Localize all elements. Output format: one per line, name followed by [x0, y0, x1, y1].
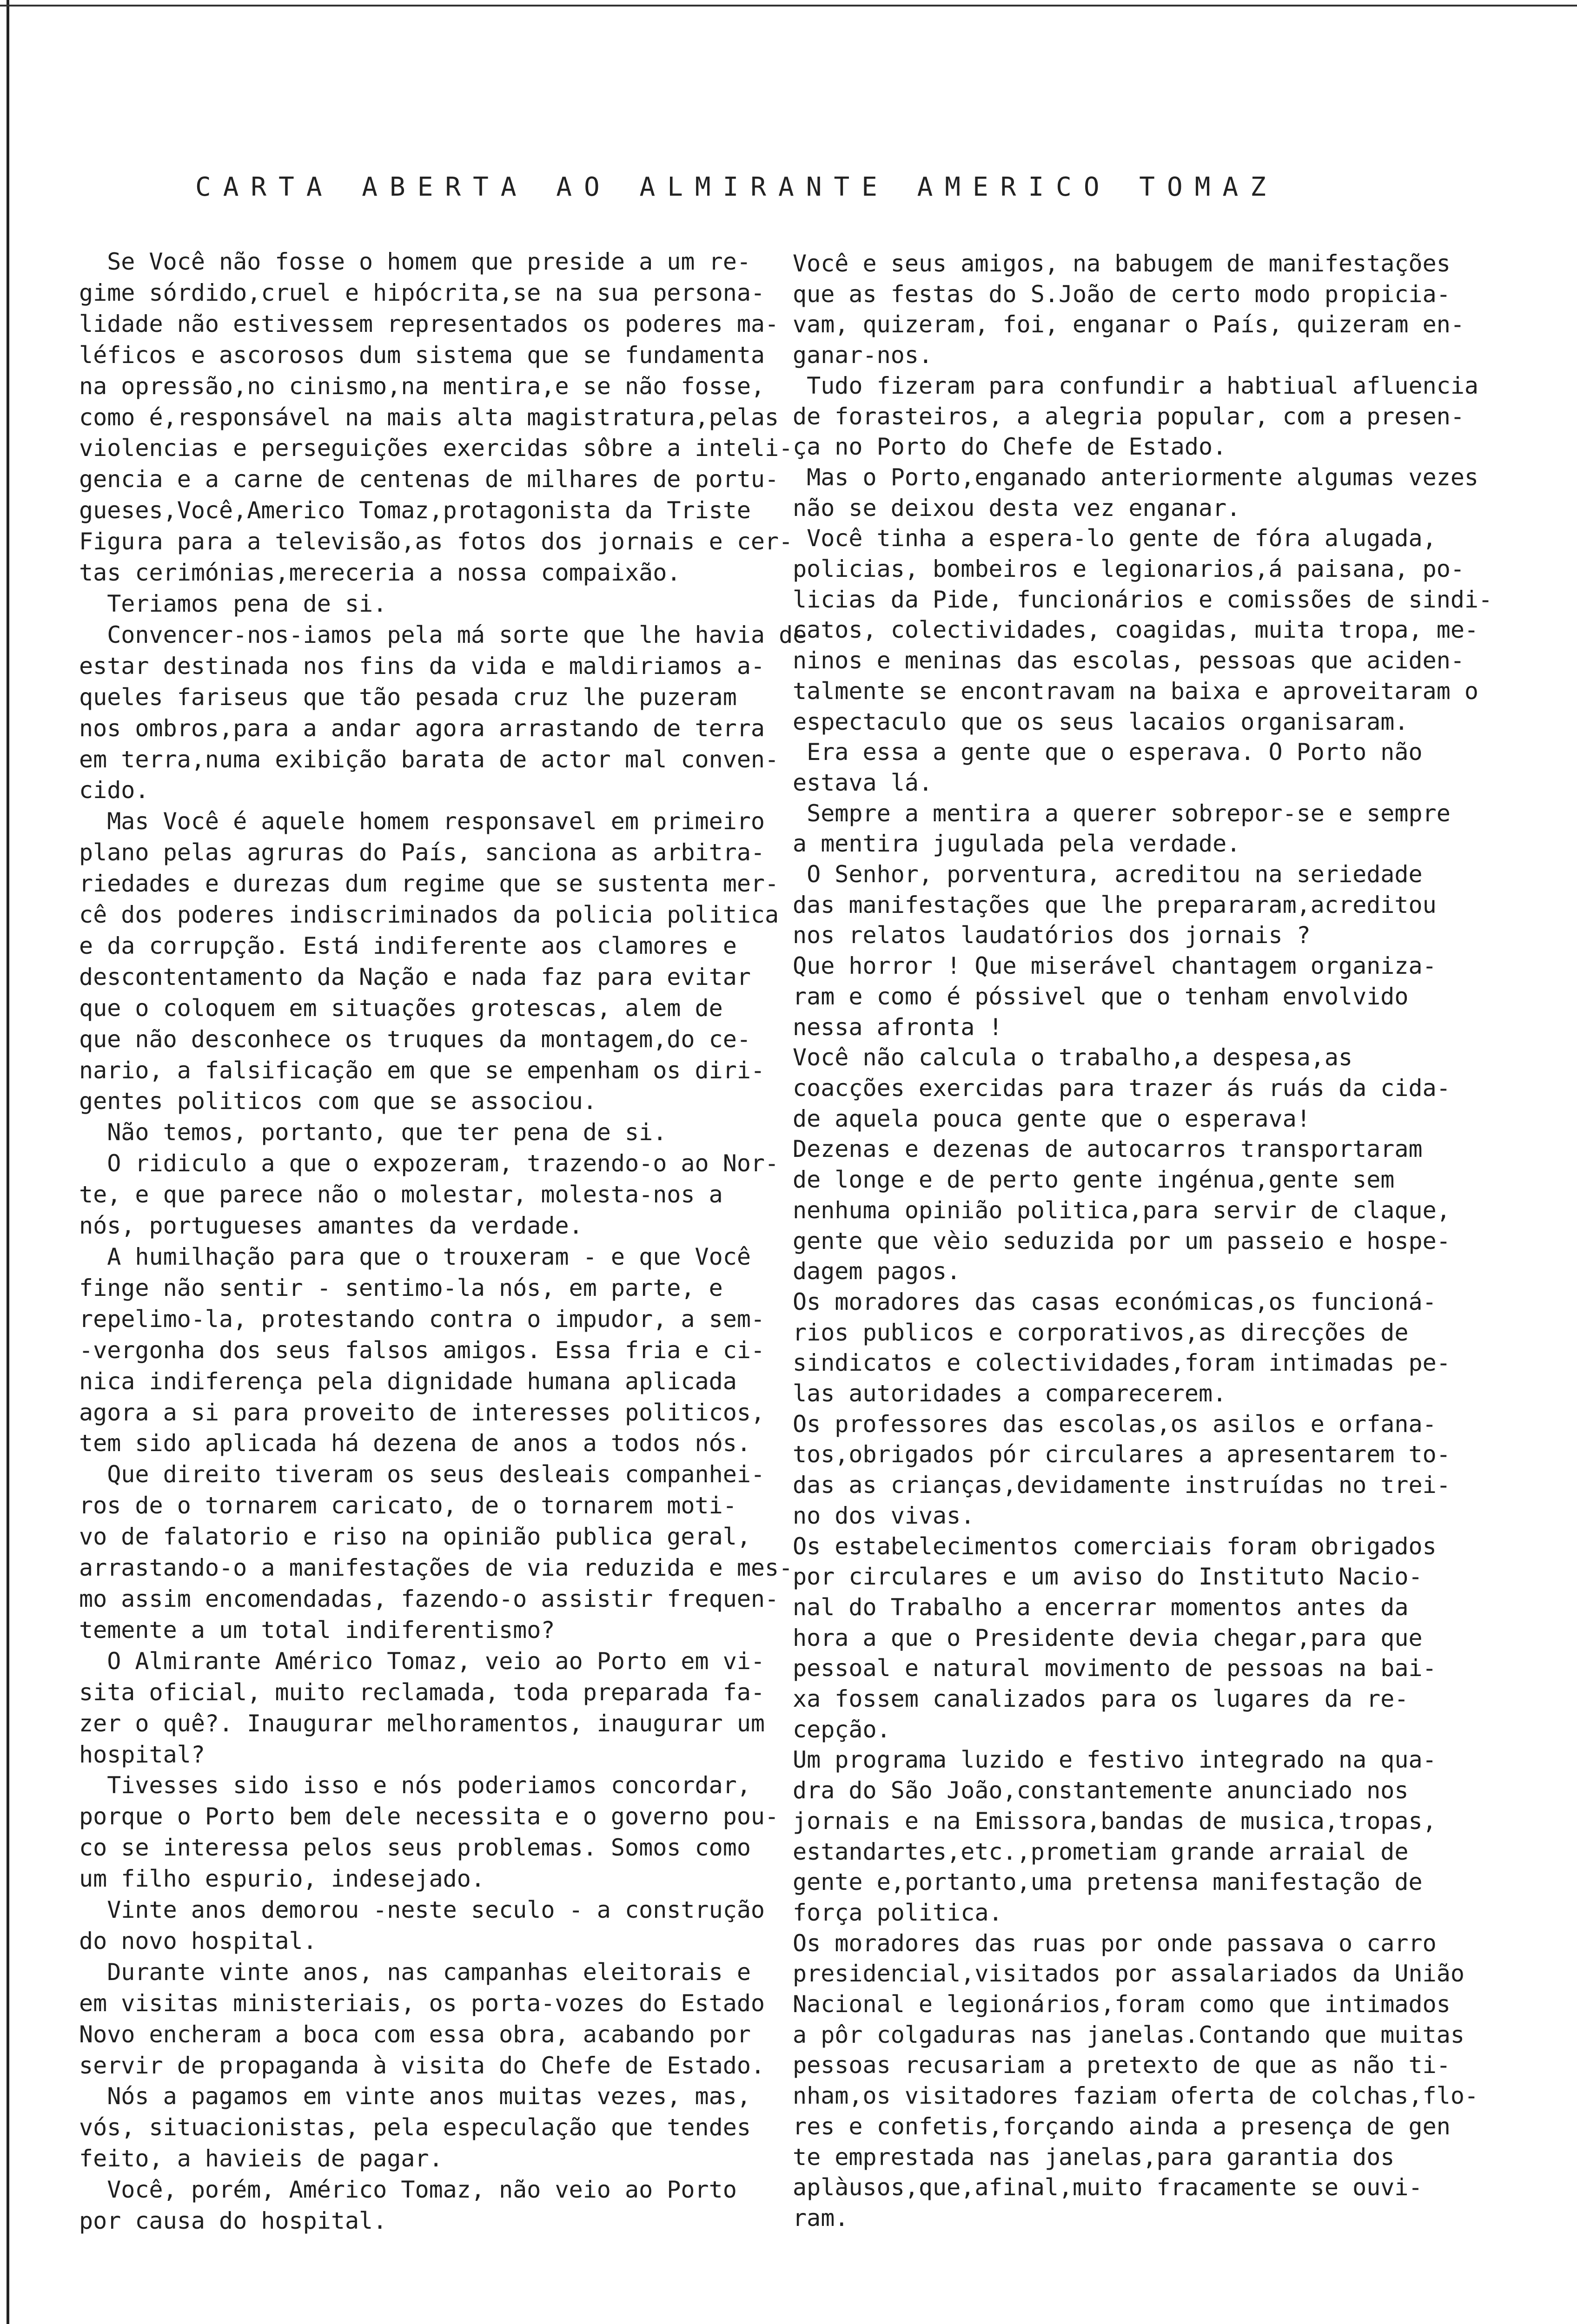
left-column-line: que o coloquem em situações grotescas, alem de [79, 994, 723, 1022]
right-column-line: não se deixou desta vez enganar. [793, 494, 1241, 522]
right-column-line: catos, colectividades, coagidas, muita tropa, me- [793, 616, 1479, 644]
scan-edge-left [7, 0, 9, 2324]
left-column-line: Vinte anos demorou -neste seculo - a construção [79, 1896, 765, 1924]
right-column-line: nenhuma opinião politica,para servir de claque, [793, 1196, 1451, 1224]
right-column-line: pessoas recusariam a pretexto de que as não ti- [793, 2052, 1451, 2079]
right-column-line: das as crianças,devidamente instruídas no trei- [793, 1472, 1451, 1499]
left-column-line: temente a um total indiferentismo? [79, 1616, 555, 1644]
right-column-line: estandartes,etc.,prometiam grande arraial de [793, 1838, 1409, 1865]
right-column-line: talmente se encontravam na baixa e aproveitaram o [793, 677, 1479, 705]
right-column-line: Os estabelecimentos comerciais foram obrigados [793, 1532, 1437, 1560]
left-column-line: zer o quê?. Inaugurar melhoramentos, inaugurar um [79, 1710, 765, 1737]
left-column-line: tas cerimónias,mereceria a nossa compaixão. [79, 559, 681, 587]
right-column-line: xa fossem canalizados para os lugares da re- [793, 1685, 1409, 1713]
left-column-line: gime sórdido,cruel e hipócrita,se na sua persona- [79, 279, 765, 306]
right-column-line: ça no Porto do Chefe de Estado. [793, 433, 1227, 461]
left-column-line: por causa do hospital. [79, 2207, 387, 2235]
right-column-line: Era essa a gente que o esperava. O Porto não [793, 739, 1423, 766]
left-column-line: vo de falatorio e riso na opinião publica geral, [79, 1523, 751, 1551]
left-column-line: e da corrupção. Está indiferente aos clamores e [79, 932, 737, 959]
right-column-line: ram. [793, 2205, 849, 2232]
right-column-line: Você não calcula o trabalho,a despesa,as [793, 1044, 1353, 1071]
left-column-line: como é,responsável na mais alta magistratura,pelas [79, 403, 779, 431]
right-column-line: ram e como é póssivel que o tenham envolvido [793, 983, 1409, 1010]
right-column-line: cepção. [793, 1716, 891, 1743]
left-column-line: nica indiferença pela dignidade humana aplicada [79, 1367, 737, 1395]
letter-title: CARTA ABERTA AO ALMIRANTE AMERICO TOMAZ [195, 172, 1278, 202]
right-column-line: res e confetis,forçando ainda a presença de gen [793, 2113, 1451, 2140]
right-column-line: por circulares e um aviso do Instituto Nacio- [793, 1563, 1423, 1591]
right-column-line: no dos vivas. [793, 1502, 975, 1529]
right-column-line: Os moradores das casas económicas,os funcioná- [793, 1288, 1437, 1315]
right-column-line: a mentira jugulada pela verdade. [793, 830, 1241, 858]
right-column-line: estava lá. [793, 769, 933, 796]
right-column-line: coacções exercidas para trazer ás ruás da cida- [793, 1074, 1451, 1102]
left-column-line: Que direito tiveram os seus desleais companhei- [79, 1461, 765, 1488]
left-column-line: -vergonha dos seus falsos amigos. Essa fria e ci- [79, 1336, 765, 1364]
left-column-line: hospital? [79, 1741, 205, 1768]
left-column-line: Se Você não fosse o homem que preside a um re- [79, 248, 751, 275]
right-column-line: Os professores das escolas,os asilos e orfana- [793, 1410, 1437, 1438]
left-column-line: agora a si para proveito de interesses politicos, [79, 1399, 765, 1426]
right-column-line: Os moradores das ruas por onde passava o carro [793, 1929, 1437, 1957]
right-column-line: de aquela pouca gente que o esperava! [793, 1105, 1311, 1132]
right-column-line: Tudo fizeram para confundir a habtiual afluencia [793, 372, 1479, 399]
right-column [793, 249, 1523, 2234]
right-column-line: Mas o Porto,enganado anteriormente algumas vezes [793, 463, 1479, 491]
left-column-line: que não desconhece os truques da montagem,do ce- [79, 1025, 751, 1053]
left-column-line: Tivesses sido isso e nós poderiamos concordar, [79, 1772, 751, 1799]
right-column-line: Sempre a mentira a querer sobrepor-se e sempre [793, 799, 1451, 827]
right-column-line: te emprestada nas janelas,para garantia dos [793, 2143, 1395, 2171]
right-column-line: espectaculo que os seus lacaios organisaram. [793, 708, 1409, 735]
left-column-line: O Almirante Américo Tomaz, veio ao Porto em vi- [79, 1647, 765, 1675]
left-column-line: sita oficial, muito reclamada, toda preparada fa- [79, 1678, 765, 1706]
left-column-line: nos ombros,para a andar agora arrastando de terra [79, 714, 765, 742]
left-column-line: léficos e ascorosos dum sistema que se fundamenta [79, 341, 765, 369]
left-column-line: O ridiculo a que o expozeram, trazendo-o ao Nor- [79, 1150, 779, 1177]
right-column-line: nal do Trabalho a encerrar momentos antes da [793, 1593, 1409, 1621]
left-column-line: repelimo-la, protestando contra o impudor, a sem- [79, 1305, 765, 1333]
right-column-line: nessa afronta ! [793, 1013, 1003, 1041]
left-column-line: tem sido aplicada há dezena de anos a todos nós. [79, 1430, 751, 1457]
right-column-line: que as festas do S.João de certo modo propicia- [793, 280, 1451, 308]
left-column-line: Não temos, portanto, que ter pena de si. [79, 1119, 667, 1146]
right-column-line: Você e seus amigos, na babugem de manifestações [793, 250, 1451, 277]
left-column-line: em terra,numa exibição barata de actor mal conven- [79, 746, 779, 773]
right-column-line: de longe e de perto gente ingénua,gente sem [793, 1166, 1395, 1194]
left-column-line: Você, porém, Américo Tomaz, não veio ao Porto [79, 2176, 737, 2204]
right-column-line: vam, quizeram, foi, enganar o País, quizeram en- [793, 311, 1464, 338]
left-column-line: Durante vinte anos, nas campanhas eleitorais e [79, 1958, 751, 1986]
right-column-line: dra do São João,constantemente anunciado nos [793, 1777, 1409, 1804]
right-column-line: hora a que o Presidente devia chegar,para que [793, 1624, 1423, 1651]
right-column-line: licias da Pide, funcionários e comissões de sindi- [793, 586, 1493, 613]
right-column-line: nham,os visitadores faziam oferta de colchas,flo- [793, 2082, 1479, 2110]
left-column-line: Nós a pagamos em vinte anos muitas vezes, mas, [79, 2083, 751, 2110]
left-column-line: ros de o tornarem caricato, de o tornarem moti- [79, 1492, 737, 1519]
left-column-line: feito, a havieis de pagar. [79, 2145, 443, 2172]
right-column-line: las autoridades a comparecerem. [793, 1380, 1227, 1407]
right-column-line: gente e,portanto,uma pretensa manifestação de [793, 1868, 1423, 1896]
right-column-line: Que horror ! Que miserável chantagem organiza- [793, 952, 1437, 980]
left-column-line: nós, portugueses amantes da verdade. [79, 1212, 583, 1240]
left-column-line: lidade não estivessem representados os poderes ma- [79, 310, 779, 337]
left-column-line: riedades e durezas dum regime que se sustenta mer- [79, 870, 779, 898]
right-column-line: de forasteiros, a alegria popular, com a presen- [793, 403, 1464, 430]
left-column-line: descontentamento da Nação e nada faz para evitar [79, 963, 751, 990]
right-column-line: gente que vèio seduzida por um passeio e hospe- [793, 1227, 1451, 1254]
right-column-line: Você tinha a espera-lo gente de fóra alugada, [793, 525, 1437, 552]
left-column-line: cido. [79, 777, 149, 804]
scan-edge-top [0, 5, 1577, 7]
right-column-line: Dezenas e dezenas de autocarros transportaram [793, 1136, 1423, 1163]
right-column-line: O Senhor, porventura, acreditou na seriedade [793, 861, 1423, 888]
right-column-line: dagem pagos. [793, 1258, 961, 1285]
right-column-line: ganar-nos. [793, 342, 933, 369]
left-column-line: mo assim encomendadas, fazendo-o assistir frequen- [79, 1585, 779, 1612]
left-column-line: servir de propaganda à visita do Chefe de Estado. [79, 2052, 765, 2079]
left-column-line: plano pelas agruras do País, sanciona as arbitra- [79, 839, 765, 866]
left-column-line: estar destinada nos fins da vida e maldiriamos a- [79, 652, 765, 680]
right-column-line: a pôr colgaduras nas janelas.Contando que muitas [793, 2021, 1464, 2048]
left-column-line: co se interessa pelos seus problemas. Somos como [79, 1834, 751, 1862]
left-column-line: Teriamos pena de si. [79, 590, 387, 617]
right-column-line: presidencial,visitados por assalariados da União [793, 1960, 1464, 1987]
right-column-line: ninos e meninas das escolas, pessoas que aciden- [793, 647, 1464, 674]
right-column-line: jornais e na Emissora,bandas de musica,tropas, [793, 1807, 1437, 1835]
left-column-line: violencias e perseguições exercidas sôbre a inteli- [79, 435, 793, 462]
right-column-line: das manifestações que lhe prepararam,acreditou [793, 891, 1437, 918]
left-column-line: arrastando-o a manifestações de via reduzida e mes- [79, 1554, 793, 1582]
left-column-line: porque o Porto bem dele necessita e o governo pou- [79, 1803, 779, 1830]
left-column-line: gencia e a carne de centenas de milhares de portu- [79, 466, 779, 493]
right-column-line: força politica. [793, 1899, 1003, 1926]
left-column-line: Figura para a televisão,as fotos dos jornais e cer- [79, 528, 793, 555]
left-column-line: te, e que parece não o molestar, molesta-nos a [79, 1181, 723, 1208]
right-column-line: rios publicos e corporativos,as direcções de [793, 1319, 1409, 1346]
left-column-line: do novo hospital. [79, 1927, 317, 1954]
right-column-line: policias, bombeiros e legionarios,á paisana, po- [793, 555, 1464, 583]
left-column-line: vós, situacionistas, pela especulação que tendes [79, 2114, 751, 2141]
left-column [79, 246, 807, 2237]
left-column-line: gueses,Você,Americo Tomaz,protagonista da Triste [79, 497, 751, 524]
left-column-line: na opressão,no cinismo,na mentira,e se não fosse, [79, 372, 765, 400]
left-column-line: gentes politicos com que se associou. [79, 1088, 597, 1115]
left-column-line: Novo encheram a boca com essa obra, acabando por [79, 2020, 751, 2048]
right-column-line: nos relatos laudatórios dos jornais ? [793, 922, 1311, 949]
left-column-line: finge não sentir - sentimo-la nós, em parte, e [79, 1274, 723, 1301]
right-column-line: tos,obrigados pór circulares a apresentarem to- [793, 1441, 1451, 1468]
left-column-line: Convencer-nos-iamos pela má sorte que lhe havia de [79, 621, 807, 648]
right-column-line: aplàusos,que,afinal,muito fracamente se ouvi- [793, 2174, 1423, 2201]
left-column-line: um filho espurio, indesejado. [79, 1865, 485, 1893]
right-column-line: Um programa luzido e festivo integrado na qua- [793, 1746, 1437, 1774]
left-column-line: A humilhação para que o trouxeram - e que Você [79, 1243, 751, 1270]
right-column-line: pessoal e natural movimento de pessoas na bai- [793, 1655, 1437, 1682]
left-column-line: em visitas ministeriais, os porta-vozes do Estado [79, 1989, 765, 2017]
right-column-line: sindicatos e colectividades,foram intimadas pe- [793, 1349, 1451, 1377]
left-column-line: nario, a falsificação em que se empenham os diri- [79, 1056, 765, 1084]
left-column-line: Mas Você é aquele homem responsavel em primeiro [79, 808, 765, 835]
left-column-line: cê dos poderes indiscriminados da policia politica [79, 901, 779, 929]
left-column-line: queles fariseus que tão pesada cruz lhe puzeram [79, 683, 737, 711]
right-column-line: Nacional e legionários,foram como que intimados [793, 1991, 1451, 2018]
